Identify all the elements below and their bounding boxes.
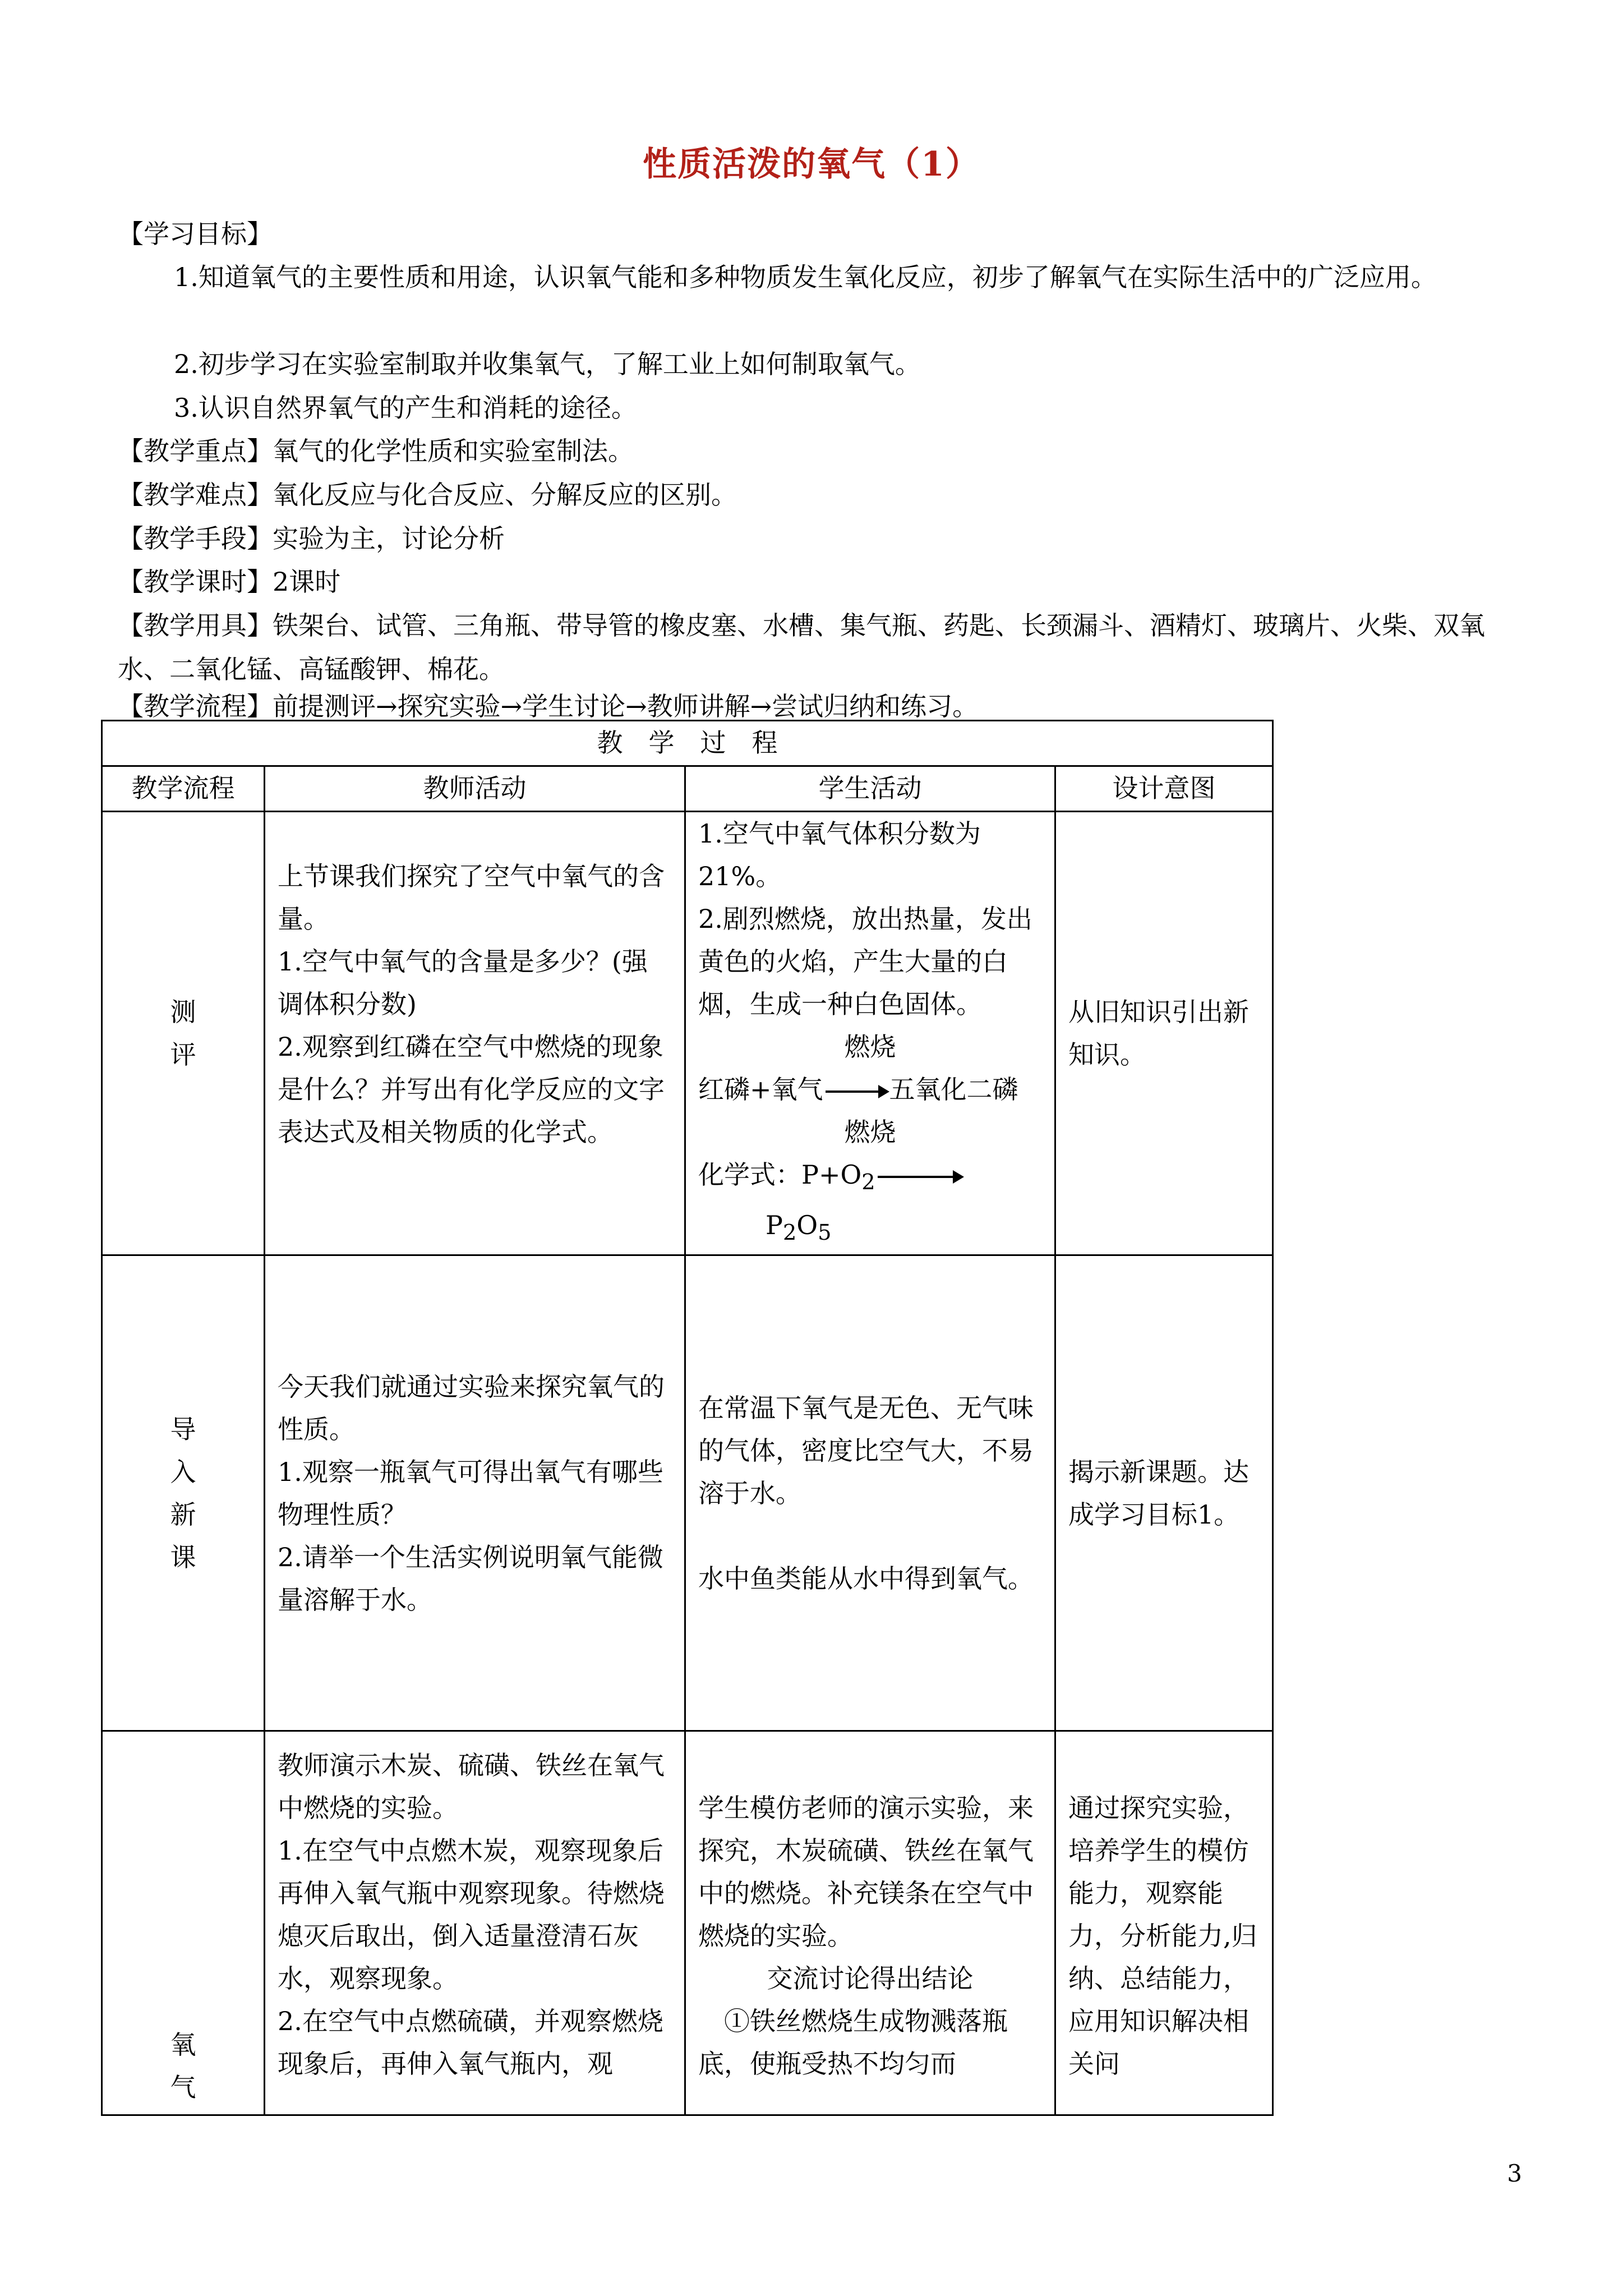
header-flow: 教学流程 xyxy=(102,766,265,812)
reaction-arrow-icon xyxy=(878,1176,962,1178)
table-row xyxy=(102,1255,1273,1731)
header-student: 学生活动 xyxy=(685,766,1055,812)
stage-char: 气 xyxy=(170,2072,196,2103)
teacher-text: 教师演示木炭、硫磺、铁丝在氧气中燃烧的实验。 xyxy=(278,1750,665,1824)
teaching-tools xyxy=(118,604,1531,691)
class-hours-label: 【教学课时】 xyxy=(118,567,273,597)
class-hours-text: 2课时 xyxy=(273,567,341,597)
student-cell xyxy=(685,812,1055,1255)
student-text: 学生模仿老师的演示实验，来探究，木炭硫磺、铁丝在氧气中的燃烧。补充镁条在空气中燃烧的实验。 xyxy=(698,1793,1034,1952)
stage-cell xyxy=(102,812,265,1255)
teaching-method-label: 【教学手段】 xyxy=(118,523,273,554)
intent-cell: 揭示新课题。达成学习目标1。 xyxy=(1055,1255,1273,1731)
objective-2: 2.初步学习在实验室制取并收集氧气，了解工业上如何制取氧气。 xyxy=(174,349,921,379)
teaching-method-text: 实验为主，讨论分析 xyxy=(273,523,505,554)
stage-cell xyxy=(102,1255,265,1731)
formula-reactants: P+O xyxy=(801,1159,862,1190)
teaching-tools-text: 铁架台、试管、三角瓶、带导管的橡皮塞、水槽、集气瓶、药匙、长颈漏斗、酒精灯、玻璃片、火柴、双氧水、二氧化锰、高锰酸钾、棉花。 xyxy=(118,610,1485,684)
subscript: 2 xyxy=(861,1170,875,1195)
page-title: 性质活泼的氧气（1） xyxy=(643,145,980,184)
teaching-method xyxy=(118,517,1531,560)
key-point-label: 【教学重点】 xyxy=(118,436,273,466)
student-text: 2.剧烈燃烧，放出热量，发出黄色的火焰，产生大量的白烟，生成一种白色固体。 xyxy=(698,904,1032,1019)
stage-char: 测 xyxy=(170,997,196,1028)
reactants: 红磷+氧气 xyxy=(698,1074,823,1105)
table-caption: 教 学 过 程 xyxy=(102,721,1273,766)
formula-product: O xyxy=(796,1210,818,1241)
difficulty-text: 氧化反应与化合反应、分解反应的区别。 xyxy=(273,480,737,510)
stage-char: 导 xyxy=(170,1414,196,1444)
teacher-cell xyxy=(265,812,685,1255)
teacher-text: 1.空气中氧气的含量是多少？(强调体积分数) xyxy=(278,946,648,1019)
objective-1-text: 1.知道氧气的主要性质和用途，认识氧气能和多种物质发生氧化反应，初步了解氧气在实际生活中的广泛应用。 xyxy=(174,262,1437,292)
table-row xyxy=(102,1731,1273,2115)
teacher-text: 上节课我们探究了空气中氧气的含量。 xyxy=(278,861,665,934)
class-hours xyxy=(118,560,1531,604)
stage-char: 入 xyxy=(170,1456,196,1487)
key-point xyxy=(118,429,1531,473)
page-number: 3 xyxy=(1507,2160,1522,2187)
stage-char: 新 xyxy=(170,1499,196,1530)
stage-char: 课 xyxy=(170,1542,196,1572)
teacher-cell xyxy=(265,1731,685,2115)
teacher-text: 2.观察到红磷在空气中燃烧的现象是什么？并写出有化学反应的文字表达式及相关物质的化学式。 xyxy=(278,1032,665,1147)
teaching-flow-label: 【教学流程】 xyxy=(118,691,273,721)
product: 五氧化二磷 xyxy=(889,1074,1018,1105)
objectives-heading: 【学习目标】 xyxy=(118,219,273,249)
student-text: 在常温下氧气是无色、无气味的气体，密度比空气大，不易溶于水。 xyxy=(698,1392,1034,1508)
formula-label: 化学式： xyxy=(698,1159,801,1190)
difficulty-label: 【教学难点】 xyxy=(118,480,273,510)
student-text: ①铁丝燃烧生成物溅落瓶底，使瓶受热不均匀而 xyxy=(698,2006,1008,2079)
key-point-text: 氧气的化学性质和实验室制法。 xyxy=(273,436,634,466)
student-text: 交流讨论得出结论 xyxy=(767,1963,974,1994)
teaching-tools-label: 【教学用具】 xyxy=(118,610,273,641)
student-cell xyxy=(685,1731,1055,2115)
difficulty xyxy=(118,473,1531,517)
stage-char: 评 xyxy=(170,1039,196,1070)
chemical-formula xyxy=(698,1153,1042,1254)
subscript: 2 xyxy=(782,1220,797,1246)
formula-product: P xyxy=(766,1210,783,1241)
reaction-arrow-icon xyxy=(826,1091,887,1093)
teaching-process-table xyxy=(101,720,1274,2116)
reaction-condition: 燃烧 xyxy=(844,1117,896,1147)
teacher-text: 1.观察一瓶氧气可得出氧气有哪些物理性质？ xyxy=(278,1456,663,1530)
word-equation xyxy=(698,1068,1042,1111)
teacher-text: 2.请举一个生活实例说明氧气能微量溶解于水。 xyxy=(278,1542,663,1615)
teacher-text: 2.在空气中点燃硫磺，并观察燃烧现象后，再伸入氧气瓶内，观 xyxy=(278,2006,663,2079)
header-teacher: 教师活动 xyxy=(265,766,685,812)
objective-1 xyxy=(174,255,1531,299)
teacher-text: 1.在空气中点燃木炭，观察现象后再伸入氧气瓶中观察现象。待燃烧熄灭后取出，倒入适量澄清石灰水，观察现象。 xyxy=(278,1835,665,1994)
header-intent: 设计意图 xyxy=(1055,766,1273,812)
intent-cell: 通过探究实验，培养学生的模仿能力，观察能力，分析能力,归纳、总结能力，应用知识解决相关问 xyxy=(1055,1731,1273,2115)
reaction-condition: 燃烧 xyxy=(844,1032,896,1062)
teacher-text: 今天我们就通过实验来探究氧气的性质。 xyxy=(278,1371,665,1444)
stage-cell xyxy=(102,1731,265,2115)
stage-char: 氧 xyxy=(170,2030,196,2060)
intent-cell: 从旧知识引出新知识。 xyxy=(1055,812,1273,1255)
teacher-cell xyxy=(265,1255,685,1731)
student-text: 1.空气中氧气体积分数为21%。 xyxy=(698,818,981,891)
objective-3: 3.认识自然界氧气的产生和消耗的途径。 xyxy=(174,393,637,423)
teaching-flow-text: 前提测评→探究实验→学生讨论→教师讲解→尝试归纳和练习。 xyxy=(273,691,979,721)
student-cell xyxy=(685,1255,1055,1731)
table-row xyxy=(102,812,1273,1255)
subscript: 5 xyxy=(818,1220,832,1246)
student-text: 水中鱼类能从水中得到氧气。 xyxy=(698,1563,1034,1594)
